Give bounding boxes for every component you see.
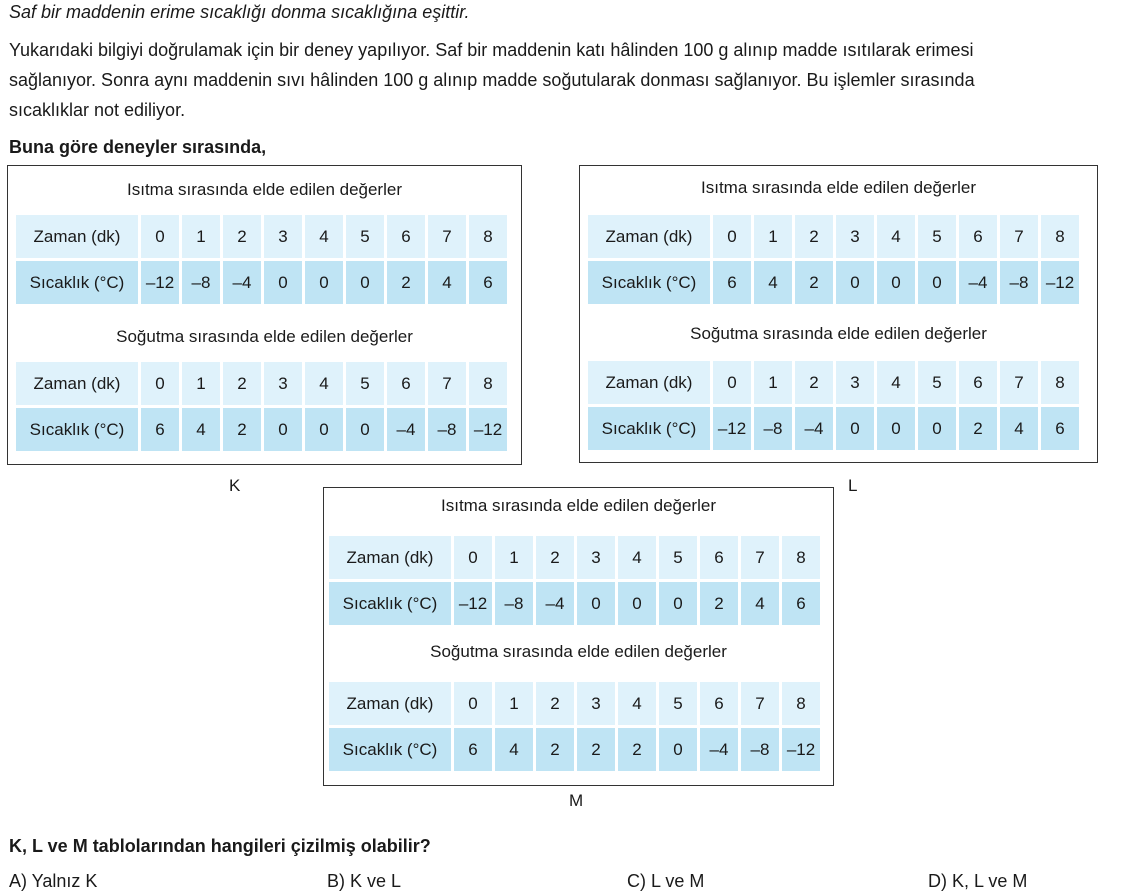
time-cell: 5: [659, 682, 697, 725]
heating-caption: Isıtma sırasında elde edilen değerler: [127, 180, 402, 199]
option-d[interactable]: D) K, L ve M: [928, 871, 1028, 891]
time-row: [329, 536, 820, 579]
heating-table: [13, 212, 510, 307]
panel-m: [323, 487, 834, 786]
time-header: Zaman (dk): [329, 682, 451, 725]
time-cell: 7: [428, 215, 466, 258]
temp-row: [16, 408, 507, 451]
temp-cell: –12: [141, 261, 179, 304]
temp-cell: 4: [428, 261, 466, 304]
time-cell: 0: [454, 682, 492, 725]
temp-cell: 0: [618, 582, 656, 625]
option-a[interactable]: A) Yalnız K: [9, 871, 98, 891]
time-cell: 7: [1000, 361, 1038, 404]
temp-cell: 6: [713, 261, 751, 304]
temp-cell: –12: [782, 728, 820, 771]
time-cell: 8: [782, 682, 820, 725]
time-cell: 0: [141, 215, 179, 258]
temp-cell: –12: [713, 407, 751, 450]
time-cell: 1: [754, 361, 792, 404]
temp-cell: –4: [223, 261, 261, 304]
time-cell: 2: [223, 362, 261, 405]
temp-cell: 2: [618, 728, 656, 771]
temp-cell: 4: [754, 261, 792, 304]
temp-cell: 2: [387, 261, 425, 304]
temp-cell: 0: [346, 408, 384, 451]
temp-cell: –12: [454, 582, 492, 625]
time-row: [588, 361, 1079, 404]
time-cell: 5: [659, 536, 697, 579]
time-cell: 2: [223, 215, 261, 258]
intro-line: sağlanıyor. Sonra aynı maddenin sıvı hâlinden 100 g alınıp madde soğutularak donması sağlanıyor. Bu işlemler sırasında: [9, 70, 975, 90]
time-cell: 1: [495, 682, 533, 725]
temp-cell: –4: [536, 582, 574, 625]
time-cell: 4: [618, 536, 656, 579]
time-cell: 7: [741, 536, 779, 579]
time-header: Zaman (dk): [588, 215, 710, 258]
time-cell: 8: [469, 362, 507, 405]
temp-cell: –8: [182, 261, 220, 304]
temp-cell: 0: [877, 407, 915, 450]
temp-cell: –4: [387, 408, 425, 451]
panel-l: [579, 165, 1098, 463]
temp-cell: –8: [741, 728, 779, 771]
time-cell: 1: [754, 215, 792, 258]
temp-cell: 2: [959, 407, 997, 450]
time-cell: 6: [959, 361, 997, 404]
time-cell: 5: [918, 361, 956, 404]
time-cell: 2: [536, 536, 574, 579]
time-cell: 8: [1041, 361, 1079, 404]
temp-row: [329, 582, 820, 625]
temp-cell: 0: [264, 261, 302, 304]
temp-cell: –8: [1000, 261, 1038, 304]
lead-text: Buna göre deneyler sırasında,: [9, 137, 267, 157]
time-cell: 6: [387, 215, 425, 258]
time-cell: 0: [454, 536, 492, 579]
temp-row: [16, 261, 507, 304]
temp-cell: 0: [264, 408, 302, 451]
intro-line: Yukarıdaki bilgiyi doğrulamak için bir deney yapılıyor. Saf bir maddenin katı hâlinden 100 g alınıp madde ısıtılarak erimesi: [9, 40, 974, 60]
temp-cell: 6: [1041, 407, 1079, 450]
time-cell: 1: [182, 215, 220, 258]
temp-row: [588, 407, 1079, 450]
temp-header: Sıcaklık (°C): [329, 582, 451, 625]
temp-cell: 0: [918, 407, 956, 450]
temp-cell: –12: [469, 408, 507, 451]
temp-cell: 0: [577, 582, 615, 625]
time-cell: 4: [618, 682, 656, 725]
temp-cell: 0: [877, 261, 915, 304]
cooling-caption: Soğutma sırasında elde edilen değerler: [690, 324, 987, 343]
time-row: [16, 362, 507, 405]
time-cell: 3: [836, 215, 874, 258]
time-cell: 3: [577, 682, 615, 725]
temp-cell: 0: [346, 261, 384, 304]
time-cell: 5: [346, 215, 384, 258]
time-cell: 1: [495, 536, 533, 579]
statement: Saf bir maddenin erime sıcaklığı donma sıcaklığına eşittir.: [9, 2, 470, 22]
time-cell: 3: [836, 361, 874, 404]
temp-cell: 6: [782, 582, 820, 625]
cooling-caption: Soğutma sırasında elde edilen değerler: [430, 642, 727, 661]
temp-cell: 2: [577, 728, 615, 771]
cooling-table: [13, 359, 510, 454]
temp-cell: 6: [141, 408, 179, 451]
temp-cell: 4: [182, 408, 220, 451]
panel-l-label: L: [848, 476, 858, 495]
temp-header: Sıcaklık (°C): [16, 408, 138, 451]
temp-cell: 4: [1000, 407, 1038, 450]
time-cell: 6: [387, 362, 425, 405]
time-row: [588, 215, 1079, 258]
option-b[interactable]: B) K ve L: [327, 871, 402, 891]
panel-m-label: M: [569, 791, 584, 810]
heating-caption: Isıtma sırasında elde edilen değerler: [441, 496, 716, 515]
temp-cell: 0: [659, 728, 697, 771]
time-cell: 3: [264, 362, 302, 405]
time-cell: 0: [713, 215, 751, 258]
temp-cell: –4: [959, 261, 997, 304]
time-header: Zaman (dk): [16, 215, 138, 258]
panel-k: [7, 165, 522, 465]
cooling-table: [326, 679, 823, 774]
temp-cell: 2: [700, 582, 738, 625]
time-cell: 4: [305, 215, 343, 258]
temp-cell: 0: [305, 261, 343, 304]
temp-header: Sıcaklık (°C): [329, 728, 451, 771]
time-cell: 3: [264, 215, 302, 258]
temp-cell: 4: [741, 582, 779, 625]
temp-cell: 0: [305, 408, 343, 451]
time-cell: 6: [959, 215, 997, 258]
intro-paragraph: [9, 35, 1137, 125]
temp-cell: 2: [536, 728, 574, 771]
intro-line: sıcaklıklar not ediliyor.: [9, 100, 186, 120]
heating-table: [585, 212, 1082, 307]
time-cell: 3: [577, 536, 615, 579]
temp-cell: 0: [836, 261, 874, 304]
time-header: Zaman (dk): [16, 362, 138, 405]
time-cell: 4: [877, 215, 915, 258]
time-cell: 5: [918, 215, 956, 258]
time-cell: 4: [877, 361, 915, 404]
temp-row: [329, 728, 820, 771]
panel-k-label: K: [229, 476, 241, 495]
time-cell: 7: [428, 362, 466, 405]
temp-header: Sıcaklık (°C): [588, 407, 710, 450]
temp-row: [588, 261, 1079, 304]
time-cell: 1: [182, 362, 220, 405]
temp-cell: 2: [795, 261, 833, 304]
temp-cell: 2: [223, 408, 261, 451]
time-cell: 2: [536, 682, 574, 725]
temp-cell: –8: [495, 582, 533, 625]
time-cell: 8: [1041, 215, 1079, 258]
time-cell: 8: [782, 536, 820, 579]
time-cell: 8: [469, 215, 507, 258]
temp-header: Sıcaklık (°C): [588, 261, 710, 304]
cooling-caption: Soğutma sırasında elde edilen değerler: [116, 327, 413, 346]
option-c[interactable]: C) L ve M: [627, 871, 705, 891]
temp-cell: –4: [700, 728, 738, 771]
temp-cell: 6: [454, 728, 492, 771]
temp-cell: –4: [795, 407, 833, 450]
time-cell: 7: [1000, 215, 1038, 258]
question-text: K, L ve M tablolarından hangileri çizilmiş olabilir?: [9, 836, 431, 856]
cooling-table: [585, 358, 1082, 453]
time-cell: 4: [305, 362, 343, 405]
temp-cell: –8: [754, 407, 792, 450]
temp-cell: 0: [659, 582, 697, 625]
time-header: Zaman (dk): [588, 361, 710, 404]
time-row: [16, 215, 507, 258]
time-row: [329, 682, 820, 725]
time-cell: 0: [141, 362, 179, 405]
time-cell: 2: [795, 215, 833, 258]
temp-cell: 0: [836, 407, 874, 450]
temp-cell: 4: [495, 728, 533, 771]
temp-cell: –8: [428, 408, 466, 451]
temp-cell: 0: [918, 261, 956, 304]
time-cell: 0: [713, 361, 751, 404]
time-cell: 2: [795, 361, 833, 404]
time-header: Zaman (dk): [329, 536, 451, 579]
heating-table: [326, 533, 823, 628]
time-cell: 6: [700, 536, 738, 579]
temp-cell: –12: [1041, 261, 1079, 304]
time-cell: 7: [741, 682, 779, 725]
heating-caption: Isıtma sırasında elde edilen değerler: [701, 178, 976, 197]
time-cell: 6: [700, 682, 738, 725]
temp-cell: 6: [469, 261, 507, 304]
time-cell: 5: [346, 362, 384, 405]
temp-header: Sıcaklık (°C): [16, 261, 138, 304]
